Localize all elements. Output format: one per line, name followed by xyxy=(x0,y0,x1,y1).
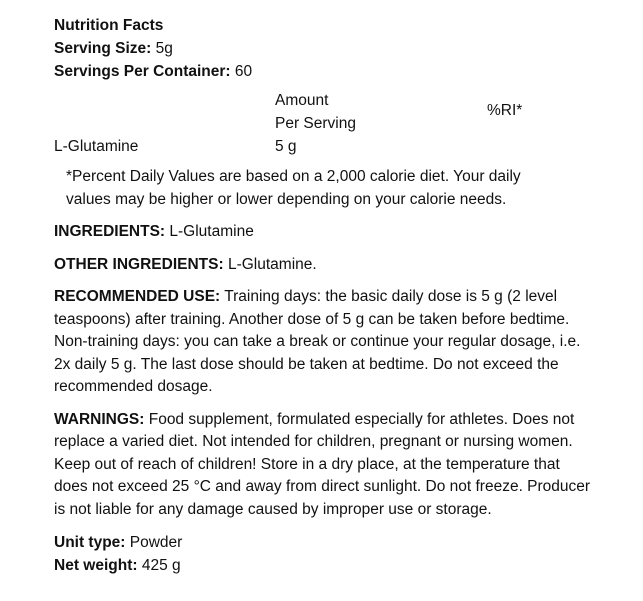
warnings-label: WARNINGS: xyxy=(54,410,145,428)
net-weight-value: 425 g xyxy=(137,557,181,574)
nutrition-facts-title: Nutrition Facts xyxy=(54,17,164,34)
recommended-use-label: RECOMMENDED USE: xyxy=(54,288,221,305)
warnings-section xyxy=(54,409,594,522)
warnings-text: Food supplement, formulated especially for athletes. Does not replace a varied diet. Not intended for children, pregnant or nursing women. Keep out of reach of children! Store in a dry place, at the temperature that does not exceed 25 °C and away from direct sunlight. Do not freeze. Producer is not liable for any damage caused by improper use or storage. xyxy=(54,410,591,518)
other-ingredients-label: OTHER INGREDIENTS: xyxy=(54,255,224,273)
amount-per-serving-header xyxy=(275,89,395,135)
amount-header-line1: Amount xyxy=(275,92,329,109)
other-ingredients-section xyxy=(54,254,594,277)
unit-type-value: Powder xyxy=(125,534,183,551)
ri-header: %RI* xyxy=(487,102,523,119)
unit-type-label: Unit type: xyxy=(54,534,126,551)
recommended-use-text: Training days: the basic daily dose is 5 g (2 level teaspoons) after training. Another dose of 5 g can be taken before bedtime. Non-training days: you can take a break or continue your regular dosage, i.e. 2x daily 5 g. The last dose should be taken at bedtime. Do not exceed the recommended dosage. xyxy=(54,288,581,395)
serving-size-label: Serving Size: xyxy=(54,40,152,57)
unit-type-line xyxy=(54,531,594,554)
other-ingredients-text: L-Glutamine. xyxy=(223,255,317,273)
servings-per-container-value: 60 xyxy=(230,63,253,80)
servings-per-container-line xyxy=(54,60,594,83)
ingredients-label: INGREDIENTS: xyxy=(54,223,166,240)
servings-per-container-label: Servings Per Container: xyxy=(54,63,231,80)
ingredients-text: L-Glutamine xyxy=(165,223,254,240)
daily-values-footnote: *Percent Daily Values are based on a 2,000 calorie diet. Your daily values may be higher or lower depending on your calorie needs. xyxy=(66,168,521,208)
recommended-use-section xyxy=(54,286,594,399)
serving-size-value: 5g xyxy=(151,40,173,57)
amount-header-line2: Per Serving xyxy=(275,115,356,132)
table-row-name: L-Glutamine xyxy=(54,138,139,155)
nutrition-label xyxy=(54,14,594,577)
facts-table xyxy=(54,89,594,155)
net-weight-line xyxy=(54,554,594,577)
ingredients-section xyxy=(54,221,594,244)
serving-size-line xyxy=(54,37,594,60)
table-row-amount: 5 g xyxy=(275,138,297,155)
net-weight-label: Net weight: xyxy=(54,557,138,574)
